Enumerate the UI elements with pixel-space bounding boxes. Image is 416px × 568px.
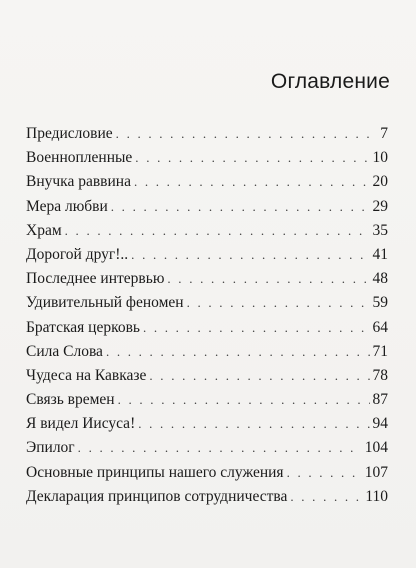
toc-entry-page: 29 <box>372 197 388 215</box>
dot-leader <box>167 267 369 291</box>
dot-leader <box>187 291 370 315</box>
dot-leader <box>290 485 362 509</box>
toc-entry-page: 94 <box>372 415 388 433</box>
toc-entry-page: 104 <box>364 439 388 457</box>
dot-leader <box>149 364 369 388</box>
toc-entry <box>26 316 388 340</box>
toc-entry <box>26 122 388 146</box>
page-title: Оглавление <box>270 70 390 93</box>
toc-entry-label: Чудеса на Кавказе <box>26 366 147 384</box>
toc-entry <box>26 364 388 388</box>
toc-entry-page: 10 <box>372 149 388 167</box>
dot-leader <box>118 388 370 412</box>
dot-leader <box>134 170 370 194</box>
toc-entry <box>26 267 388 291</box>
toc-entry-label: Я видел Иисуса! <box>26 415 136 433</box>
toc-entry-label: Основные принципы нашего служения <box>26 463 284 481</box>
toc-entry-label: Храм <box>26 221 62 239</box>
toc-entry-page: 20 <box>372 173 388 191</box>
toc-entry <box>26 461 388 485</box>
toc-entry-page: 110 <box>365 487 388 505</box>
toc-entry <box>26 195 388 219</box>
toc-entry-label: Связь времен <box>26 391 115 409</box>
toc-entry-page: 48 <box>372 270 388 288</box>
toc-entry-page: 71 <box>372 342 388 360</box>
dot-leader <box>116 122 378 146</box>
dot-leader <box>143 316 370 340</box>
toc-entry <box>26 388 388 412</box>
dot-leader <box>131 243 369 267</box>
toc-entry-page: 107 <box>364 463 388 481</box>
toc-entry-page: 41 <box>372 245 388 263</box>
toc-entry-label: Дорогой друг!.. <box>26 245 129 263</box>
toc-entry-page: 7 <box>380 125 388 142</box>
dot-leader <box>65 219 370 243</box>
toc-entry <box>26 485 388 509</box>
toc-entry-page: 35 <box>372 221 388 239</box>
toc-entry-label: Последнее интервью <box>26 270 165 288</box>
dot-leader <box>106 340 370 364</box>
toc-entry-label: Мера любви <box>26 197 108 215</box>
dot-leader <box>78 436 362 460</box>
toc-entry <box>26 219 388 243</box>
dot-leader <box>138 412 369 436</box>
dot-leader <box>135 146 369 170</box>
dot-leader <box>111 195 370 219</box>
dot-leader <box>287 461 362 485</box>
toc-entry-page: 87 <box>372 391 388 409</box>
toc-entry-label: Декларация принципов сотрудничества <box>26 487 288 505</box>
toc-entry <box>26 146 388 170</box>
toc-entry-label: Сила Слова <box>26 342 103 360</box>
toc-entry <box>26 170 388 194</box>
toc-entry <box>26 291 388 315</box>
toc-entry-page: 64 <box>372 318 388 336</box>
toc-entry-label: Внучка раввина <box>26 173 131 191</box>
toc-entry-label: Братская церковь <box>26 318 140 336</box>
toc-entry <box>26 412 388 436</box>
toc-entry <box>26 340 388 364</box>
toc-entry <box>26 243 388 267</box>
toc-entry-page: 59 <box>372 294 388 312</box>
toc-entry-label: Удивительный феномен <box>26 294 184 312</box>
toc-entry-label: Эпилог <box>26 439 75 457</box>
toc-entry-label: Военнопленные <box>26 149 133 167</box>
toc-entry <box>26 436 388 460</box>
toc-entry-label: Предисловие <box>26 125 113 142</box>
table-of-contents <box>26 122 388 509</box>
toc-entry-page: 78 <box>372 366 388 384</box>
